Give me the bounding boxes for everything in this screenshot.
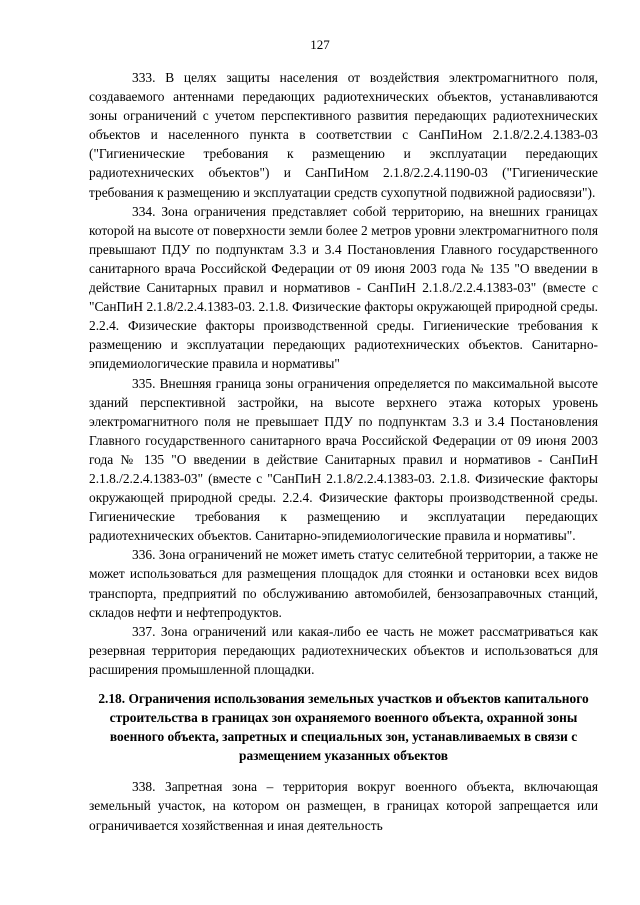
paragraph-337: 337. Зона ограничений или какая-либо ее часть не может рассматриваться как резервная территория передающих радиотехнических объектов и использоваться для расширения промышленной площадки.: [89, 623, 598, 677]
page-number: 127: [310, 37, 330, 52]
document-body: [89, 68, 598, 835]
paragraph-334: 334. Зона ограничения представляет собой территорию, на внешних границах которой на высоте от поверхности земли более 2 метров уровни электромагнитного поля превышают ПДУ по подпунктам 3.3 и 3.4 Постановления Главного государственного санитарного врача Российской Федерации от 09 июня 2003 года № 135 "О введении в действие Санитарных правил и нормативов - СанПиН 2.1.8./2.2.4.1383-03" (вместе с "СанПиН 2.1.8/2.2.4.1383-03. 2.1.8. Физические факторы окружающей природной среды. 2.2.4. Физические факторы производственной среды. Гигиенические требования к размещению и эксплуатации передающих радиотехнических объектов. Санитарно-эпидемиологические правила и нормативы": [89, 203, 598, 372]
paragraph-335: 335. Внешняя граница зоны ограничения определяется по максимальной высоте зданий перспективной застройки, на высоте верхнего этажа которых уровень электромагнитного поля не превышает ПДУ по подпунктам 3.3 и 3.4 Постановления Главного государственного санитарного врача Российской Федерации от 09 июня 2003 года № 135 "О введении в действие Санитарных правил и нормативов - СанПиН 2.1.8./2.2.4.1383-03" (вместе с "СанПиН 2.1.8/2.2.4.1383-03. 2.1.8. Физические факторы окружающей природной среды. 2.2.4. Физические факторы производственной среды. Гигиенические требования к размещению и эксплуатации передающих радиотехнических объектов. Санитарно-эпидемиологические правила и нормативы".: [89, 375, 598, 544]
paragraph-336: 336. Зона ограничений не может иметь статус селитебной территории, а также не может использоваться для размещения площадок для стоянки и остановки всех видов транспорта, предприятий по обслуживанию автомобилей, бензозаправочных станций, складов нефти и нефтепродуктов.: [89, 547, 598, 620]
paragraph-338: 338. Запретная зона – территория вокруг военного объекта, включающая земельный участок, на котором он размещен, в границах которой запрещается или ограничивается хозяйственная и иная деятельность: [89, 779, 598, 833]
section-heading: 2.18. Ограничения использования земельных участков и объектов капитального строительства в границах зон охраняемого военного объекта, охранной зоны военного объекта, запретных и специальных зон, устанавливаемых в связи с размещением указанных объектов: [98, 691, 589, 764]
paragraph-333: 333. В целях защиты населения от воздействия электромагнитного поля, создаваемого антеннами передающих радиотехнических объектов, устанавливаются зоны ограничений с учетом перспективного развития передающих радиотехнических объектов и населенного пункта в соответствии с СанПиНом 2.1.8/2.2.4.1383-03 ("Гигиенические требования к размещению и эксплуатации передающих радиотехнических объектов") и СанПиНом 2.1.8/2.2.4.1190-03 ("Гигиенические требования к размещению и эксплуатации средств сухопутной подвижной радиосвязи").: [89, 70, 598, 200]
